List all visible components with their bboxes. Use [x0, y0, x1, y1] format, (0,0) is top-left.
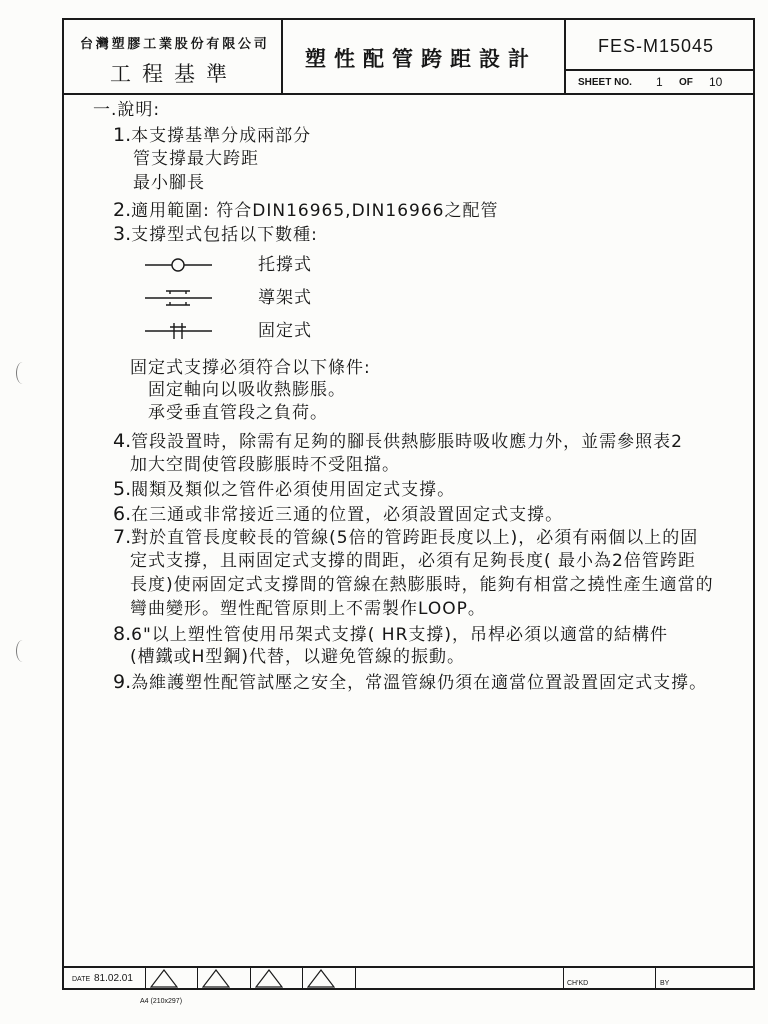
document-number: FES-M15045	[598, 36, 715, 56]
footer-divider	[302, 966, 303, 989]
date-label: DATE	[72, 976, 91, 983]
revision-triangle-icon	[255, 969, 283, 988]
anchor-conditions-note: 固定式支撐必須符合以下條件:	[130, 358, 371, 378]
item-number: 6.	[113, 503, 132, 525]
footer-divider	[145, 966, 146, 989]
item-text: 管段設置時，除需有足夠的腳長供熱膨脹時吸收應力外，並需參照表2	[131, 432, 683, 452]
sheet-number: 1	[656, 75, 663, 89]
checked-label: CH'KD	[567, 980, 589, 987]
date-value: 81.02.01	[94, 973, 133, 984]
support-type-label: 固定式	[258, 321, 312, 341]
item-number: 1.	[113, 124, 132, 146]
sheet-label: SHEET NO.	[578, 77, 632, 88]
paper-size-note: A4 (210x297)	[140, 998, 183, 1005]
company-name: 台灣塑膠工業股份有限公司	[80, 37, 270, 52]
pipe-rest-symbol-icon	[140, 254, 220, 276]
item-text: 對於直管長度較長的管線(5倍的管跨距長度以上)，必須有兩個以上的固	[131, 528, 699, 548]
header-divider	[281, 18, 283, 94]
item-text: 本支撐基準分成兩部分	[131, 126, 312, 146]
item-number: 4.	[113, 430, 132, 452]
item-text: 閥類及類似之管件必須使用固定式支撐。	[131, 480, 456, 500]
item-number: 9.	[113, 671, 132, 693]
of-label: OF	[679, 77, 693, 88]
item-number: 7.	[113, 526, 132, 548]
item-text: 為維護塑性配管試壓之安全，常溫管線仍須在適當位置設置固定式支撐。	[131, 673, 708, 693]
item-number: 2.	[113, 199, 132, 221]
anchor-condition: 承受垂直管段之負荷。	[148, 403, 328, 423]
item-text: 支撐型式包括以下數種:	[131, 225, 318, 245]
header-divider	[564, 18, 566, 94]
revision-triangle-icon	[202, 969, 230, 988]
item-1-sub-item: 最小腳長	[133, 173, 205, 193]
punch-hole-mark	[16, 640, 29, 662]
item-2	[113, 199, 498, 222]
footer-divider	[197, 966, 198, 989]
item-3	[113, 223, 318, 246]
item-4	[113, 430, 683, 453]
document-title: 塑性配管跨距設計	[305, 47, 537, 71]
pipe-anchor-symbol-icon	[140, 320, 220, 342]
item-text: 6"以上塑性管使用吊架式支撐( HR支撐)，吊桿必須以適當的結構件	[131, 625, 669, 645]
item-7-continuation: 定式支撐，且兩固定式支撐的間距，必須有足夠長度( 最小為2倍管跨距	[130, 551, 696, 571]
item-9	[113, 671, 707, 694]
item-text: 適用範圍: 符合DIN16965,DIN16966之配管	[131, 201, 499, 221]
item-number: 5.	[113, 478, 132, 500]
item-7-continuation: 彎曲變形。塑性配管原則上不需製作LOOP。	[130, 599, 486, 619]
item-4-continuation: 加大空間使管段膨脹時不受阻擋。	[130, 455, 400, 475]
item-number: 3.	[113, 223, 132, 245]
item-7	[113, 526, 698, 549]
footer-divider	[655, 966, 656, 989]
section-heading: 一.說明:	[93, 100, 161, 120]
footer-divider	[355, 966, 356, 989]
item-8-continuation: (槽鐵或H型鋼)代替，以避免管線的振動。	[130, 647, 466, 667]
footer-divider	[563, 966, 564, 989]
pipe-guide-symbol-icon	[140, 285, 220, 311]
item-1	[113, 124, 311, 147]
sheet-total: 10	[709, 75, 723, 89]
sheet-row-rule	[564, 69, 755, 71]
by-label: BY	[660, 980, 670, 987]
support-type-label: 導架式	[258, 288, 312, 308]
footer-top-rule	[62, 966, 755, 968]
item-7-continuation: 長度)使兩固定式支撐間的管線在熱膨脹時，能夠有相當之撓性產生適當的	[130, 575, 714, 595]
header-bottom-rule	[62, 93, 755, 95]
revision-triangle-icon	[307, 969, 335, 988]
anchor-condition: 固定軸向以吸收熱膨脹。	[148, 380, 346, 400]
item-text: 在三通或非常接近三通的位置，必須設置固定式支撐。	[131, 505, 564, 525]
item-8	[113, 623, 668, 646]
item-6	[113, 503, 563, 526]
item-5	[113, 478, 455, 501]
revision-triangle-icon	[150, 969, 178, 988]
item-number: 8.	[113, 623, 132, 645]
support-type-label: 托撐式	[258, 255, 312, 275]
punch-hole-mark	[16, 362, 29, 384]
item-1-sub-item: 管支撐最大跨距	[133, 149, 259, 169]
footer-divider	[250, 966, 251, 989]
document-category: 工程基準	[110, 62, 238, 86]
